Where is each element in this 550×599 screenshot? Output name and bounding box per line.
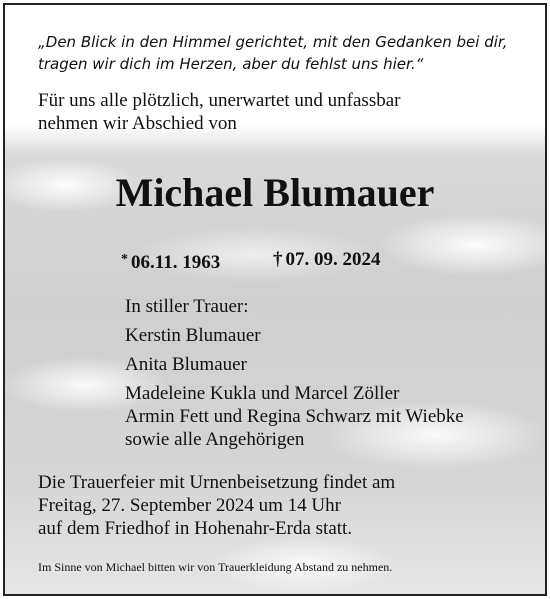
funeral-line: Freitag, 27. September 2024 um 14 Uhr <box>38 495 341 516</box>
funeral-details <box>38 471 538 540</box>
death-date-group <box>273 248 381 272</box>
funeral-line: Die Trauerfeier mit Urnenbeisetzung findet am <box>38 472 396 493</box>
birth-date: 06.11. 1963 <box>131 252 221 273</box>
mourners-list <box>125 295 535 451</box>
birth-date-group <box>121 248 220 275</box>
obituary-notice <box>3 3 547 596</box>
mourner-name: Armin Fett und Regina Schwarz mit Wiebke <box>125 406 464 427</box>
death-date: 07. 09. 2024 <box>285 249 381 270</box>
intro-line: nehmen wir Abschied von <box>38 113 237 134</box>
death-cross-icon: † <box>273 249 283 270</box>
dress-code-note: Im Sinne von Michael bitten wir von Trauerkleidung Abstand zu nehmen. <box>38 560 393 574</box>
quote-line: „Den Blick in den Himmel gerichtet, mit den Gedanken bei dir, <box>38 33 508 51</box>
mourner-name: Madeleine Kukla und Marcel Zöller <box>125 383 400 404</box>
mourners-label: In stiller Trauer: <box>125 296 249 317</box>
intro-line: Für uns alle plötzlich, unerwartet und unfassbar <box>38 90 401 111</box>
quote-line: tragen wir dich im Herzen, aber du fehlst uns hier.“ <box>38 55 424 73</box>
birth-star-icon: * <box>121 252 128 267</box>
memorial-quote <box>38 31 528 75</box>
mourner-name: Anita Blumauer <box>125 354 247 375</box>
mourner-name: Kerstin Blumauer <box>125 325 261 346</box>
mourner-name: sowie alle Angehörigen <box>125 429 305 450</box>
funeral-line: auf dem Friedhof in Hohenahr-Erda statt. <box>38 518 353 539</box>
intro-text <box>38 89 528 135</box>
deceased-name: Michael Blumauer <box>115 170 435 215</box>
